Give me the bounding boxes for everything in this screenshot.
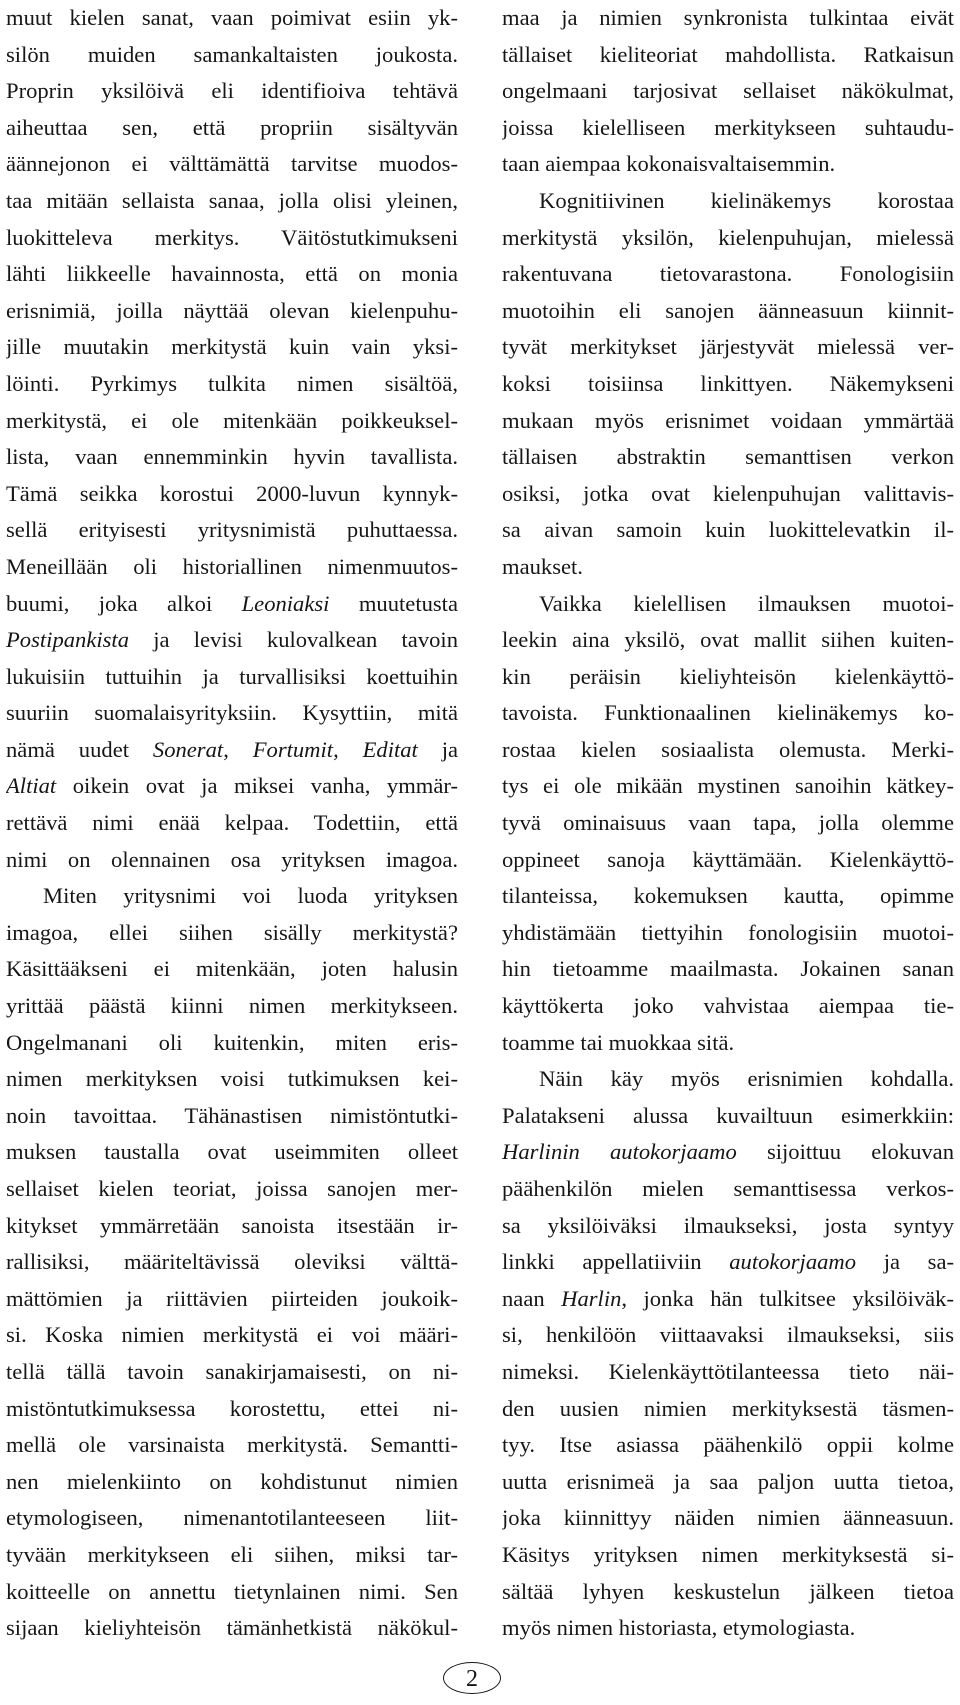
text-line: merkitystä, ei ole mitenkään poikkeuksel- [6,407,458,433]
text-line: Palatakseni alussa kuvailtuun esimerkkiin: [502,1102,954,1128]
text-run: ja [417,736,458,762]
text-line: käyttökerta joko vahvistaa aiempaa tie- [502,993,954,1019]
text-line: mättömien ja riittävien piirteiden joukoik- [6,1285,458,1311]
text-line: nimi on olennainen osa yrityksen imagoa. [6,846,458,872]
text-line: rallisiksi, määriteltävissä oleviksi välttä- [6,1249,458,1275]
text-line: päähenkilön mielen semanttisessa verkos- [502,1176,954,1201]
text-line [502,1281,954,1318]
page-number: 2 [443,1662,501,1694]
text-run: ja levisi kulovalkean tavoin [129,627,458,653]
text-line: aiheuttaa sen, että propriin sisältyvän [6,114,458,140]
text-line: yrittää päästä kiinni nimen merkitykseen. [6,993,458,1019]
text-line: Tämä seikka korostui 2000-luvun kynnyk- [6,480,458,506]
italic-term: Leoniaksi [241,590,330,616]
text-line: imagoa, ellei siihen sisälly merkitystä? [6,919,458,945]
text-line: sijaan kieliyhteisön tämänhetkistä näkökul- [6,1615,458,1641]
text-line: tällaiset kieliteoriat mahdollista. Ratkaisun [502,41,954,67]
text-line: muotoihin eli sanojen äänneasuun kiinnit- [502,297,954,323]
text-line: etymologiseen, nimenantotilanteeseen liit- [6,1505,458,1531]
text-line: muut kielen sanat, vaan poimivat esiin yk- [6,5,458,30]
text-line: koitteelle on annettu tietynlainen nimi. Sen [6,1578,458,1604]
text-line: Näin käy myös erisnimien kohdalla. [539,1066,954,1092]
text-line: kitykset ymmärretään sanoista itsestään ir- [6,1212,458,1238]
text-line: Ongelmanani oli kuitenkin, miten eris- [6,1029,458,1055]
text-column-right [502,0,954,1647]
text-line: tellä tällä tavoin sanakirjamaisesti, on ni- [6,1358,458,1384]
text-run: oikein ovat ja miksei vanha, ymmär- [56,773,458,799]
text-run: linkki appellatiiviin [502,1249,730,1275]
text-line: tavoista. Funktionaalinen kielinäkemys ko- [502,700,954,726]
text-line: maa ja nimien synkronista tulkintaa eivät [502,5,954,30]
text-line: löinti. Pyrkimys tulkita nimen sisältöä, [6,370,458,396]
text-run: , [223,736,253,762]
text-line: tys ei ole mikään mystinen sanoihin kätkey- [502,773,954,799]
text-line: jille muutakin merkitystä kuin vain yksi- [6,334,458,360]
text-line: lukuisiin tuttuihin ja turvallisiksi koettuihin [6,663,458,689]
text-line [502,1244,954,1281]
text-line: ongelmaani tarjosivat sellaiset näkökulmat, [502,78,954,104]
italic-term: autokorjaamo [729,1249,857,1275]
text-line: Meneillään oli historiallinen nimenmuutos- [6,553,458,579]
text-line: rettävä nimi enää kelpaa. Todettiin, että [6,810,458,836]
text-line: tyy. Itse asiassa päähenkilö oppii kolme [502,1432,954,1458]
text-line: suuriin suomalaisyrityksiin. Kysyttiin, mitä [6,700,458,726]
text-run: sijoittuu elokuvan [736,1139,954,1165]
text-column-left [6,0,458,1647]
text-line: luokitteleva merkitys. Väitöstutkimukseni [6,224,458,250]
text-line [502,1134,954,1171]
text-line: tyvä ominaisuus vaan tapa, jolla olemme [502,810,954,836]
text-line: tilanteissa, kokemuksen kautta, opimme [502,883,954,909]
text-line [6,586,458,623]
text-line: nimen merkityksen voisi tutkimuksen kei- [6,1066,458,1092]
text-line: toamme tai muokkaa sitä. [502,1029,735,1055]
text-line: rakentuvana tietovarastona. Fonologisiin [502,261,954,287]
text-line: kin peräisin kieliyhteisön kielenkäyttö- [502,663,954,689]
text-line: hin tietoamme maailmasta. Jokainen sanan [502,956,954,982]
text-line: taa mitään sellaista sanaa, jolla olisi yleinen, [6,187,458,213]
italic-term: Harlin [561,1285,622,1311]
text-line: koksi toisiinsa linkittyen. Näkemykseni [502,370,954,396]
text-line: tyvään merkitykseen eli siihen, miksi tar- [6,1541,458,1567]
text-line: yhdistämään tiettyihin fonologisiin muotoi- [502,919,954,945]
text-line: tyvät merkitykset järjestyvät mielessä ver- [502,334,954,360]
text-run: ja sa- [856,1249,954,1275]
text-line: sellä erityisesti yritysnimistä puhuttaessa. [6,517,458,543]
text-line: Vaikka kielellisen ilmauksen muotoi- [539,590,954,616]
text-line [6,622,458,659]
text-line: Käsitys yrityksen nimen merkityksestä si- [502,1541,954,1567]
text-line: noin tavoittaa. Tähänastisen nimistöntutki- [6,1102,458,1128]
text-line: joka kiinnittyy näiden nimien äänneasuun. [502,1505,954,1531]
text-line: erisnimiä, joilla näyttää olevan kielenpuhu- [6,297,458,323]
text-line [6,768,458,805]
text-run: , [333,736,363,762]
text-line: nen mielenkiinto on kohdistunut nimien [6,1468,458,1494]
text-line: taan aiempaa kokonaisvaltaisemmin. [502,151,836,177]
text-line: Käsittääkseni ei mitenkään, joten halusin [6,956,458,982]
text-run: muutetusta [329,590,458,616]
text-line [6,732,458,769]
text-line: lähti liikkeelle havainnosta, että on monia [6,261,458,287]
text-run: nämä uudet [6,736,153,762]
text-line: maukset. [502,553,583,579]
text-line: mukaan myös erisnimet voidaan ymmärtää [502,407,954,433]
text-line: nimeksi. Kielenkäyttötilanteessa tieto näi- [502,1358,954,1384]
text-line: sältää lyhyen keskustelun jälkeen tietoa [502,1578,954,1604]
text-line: mellä ole varsinaista merkitystä. Semantti- [6,1432,458,1458]
text-line: merkitystä yksilön, kielenpuhujan, mielessä [502,224,954,250]
text-line: silön muiden samankaltaisten joukosta. [6,41,458,67]
text-line: sellaiset kielen teoriat, joissa sanojen mer- [6,1176,458,1201]
italic-term: Editat [362,736,418,762]
text-line: oppineet sanoja käyttämään. Kielenkäyttö- [502,846,954,872]
italic-term: Sonerat [152,736,224,762]
text-line: Proprin yksilöivä eli identifioiva tehtävä [6,78,458,104]
text-line: muksen taustalla ovat useimmiten olleet [6,1139,458,1165]
text-line: sa yksilöiväksi ilmaukseksi, josta syntyy [502,1212,954,1238]
text-run: naan [502,1285,562,1311]
text-line: den uusien nimien merkityksestä täsmen- [502,1395,954,1421]
text-line: rostaa kielen sosiaalista olemusta. Merki- [502,736,954,762]
text-run: , jonka hän tulkitsee yksilöiväk- [621,1285,954,1311]
text-line: uutta erisnimeä ja saa paljon uutta tietoa, [502,1468,954,1494]
text-line: lista, vaan ennemminkin hyvin tavallista. [6,444,458,470]
text-line: joissa kielelliseen merkitykseen suhtaudu- [502,114,954,140]
text-line: sa aivan samoin kuin luokittelevatkin il- [502,517,954,543]
text-line: si. Koska nimien merkitystä ei voi määri- [6,1322,458,1348]
text-line: Miten yritysnimi voi luoda yrityksen [43,883,458,909]
text-run: buumi, joka alkoi [6,590,242,616]
italic-term: Harlinin autokorjaamo [502,1139,737,1165]
italic-term: Postipankista [6,627,130,653]
text-line: tällaisen abstraktin semanttisen verkon [502,444,954,470]
text-line: si, henkilöön viittaavaksi ilmaukseksi, siis [502,1322,954,1348]
italic-term: Altiat [6,773,57,799]
italic-term: Fortumit [252,736,334,762]
text-line: myös nimen historiasta, etymologiasta. [502,1615,856,1641]
text-line: osiksi, jotka ovat kielenpuhujan valittavis- [502,480,954,506]
text-line: mistöntutkimuksessa korostettu, ettei ni- [6,1395,458,1421]
text-line: äännejonon ei välttämättä tarvitse muodos- [6,151,458,177]
text-line: Kognitiivinen kielinäkemys korostaa [539,187,954,213]
text-line: leekin aina yksilö, ovat mallit siihen kuiten- [502,627,954,653]
